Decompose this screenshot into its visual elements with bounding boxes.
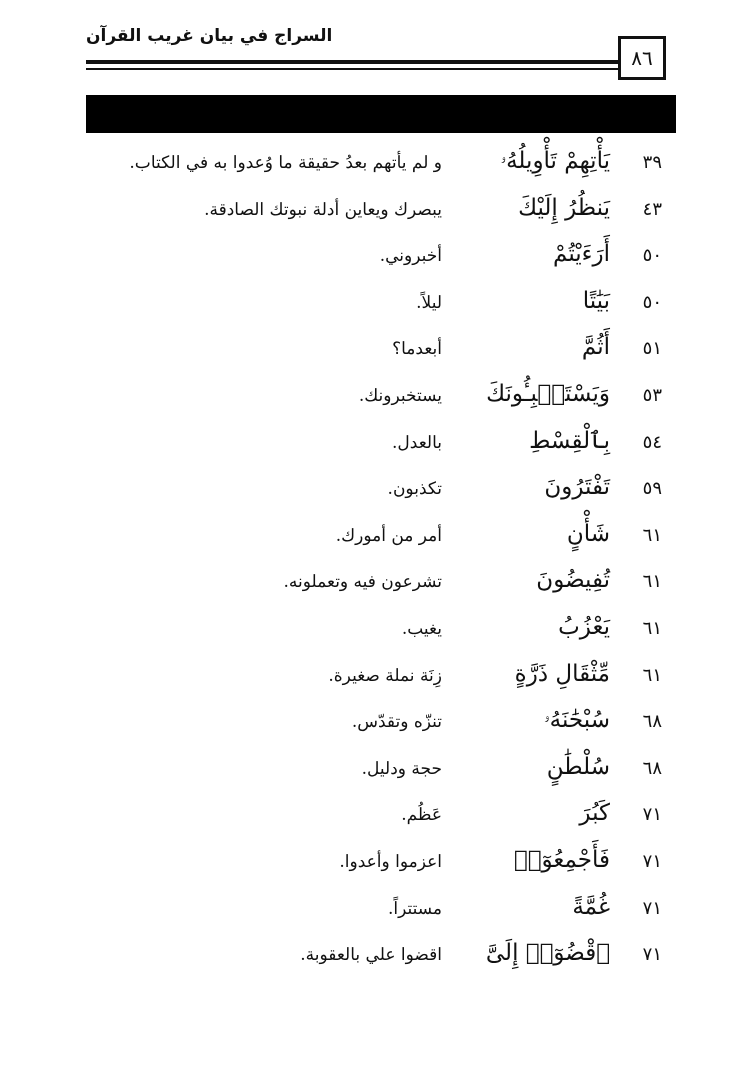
- glossary-entry: [0, 661, 755, 707]
- glossary-entry: [0, 334, 755, 380]
- glossary-entry: [0, 195, 755, 241]
- quran-word: سُلْطَٰنٍ: [546, 753, 610, 780]
- quran-word: مِّثْقَالِ ذَرَّةٍ: [514, 660, 610, 687]
- word-meaning: بالعدل.: [392, 432, 442, 453]
- quran-word: وَيَسْتَنۢبِـُٔونَكَ: [486, 381, 610, 407]
- quran-word: بَيَٰتًا: [582, 287, 610, 314]
- glossary-entry: [0, 800, 755, 846]
- quran-word: تَفْتَرُونَ: [544, 474, 610, 501]
- quran-word: شَأْنٍ: [566, 520, 610, 547]
- verse-number: ٧١: [642, 944, 662, 966]
- verse-number: ٥٠: [642, 291, 662, 313]
- quran-word: أَرَءَيْتُمْ: [553, 241, 610, 268]
- word-meaning: يغيب.: [401, 619, 442, 639]
- verse-number: ٦١: [642, 664, 662, 686]
- verse-number: ٦١: [642, 571, 662, 593]
- word-meaning: اقضوا علي بالعقوبة.: [300, 945, 442, 966]
- glossary-entry: [0, 474, 755, 520]
- verse-number: ٧١: [642, 897, 662, 919]
- word-meaning: أبعدما؟: [392, 339, 442, 360]
- verse-number: ٦٨: [642, 757, 662, 779]
- word-meaning: حجة ودليل.: [361, 758, 442, 779]
- header-bar: [86, 95, 676, 133]
- glossary-entry: [0, 847, 755, 893]
- quran-word: سُبْحَٰنَهُۥ: [543, 707, 610, 734]
- glossary-entry: [0, 288, 755, 334]
- verse-number: ٥٣: [642, 385, 662, 406]
- quran-word: غُمَّةً: [572, 893, 610, 920]
- quran-word: أَثُمَّ: [581, 334, 610, 361]
- verse-number: ٤٣: [642, 198, 662, 220]
- verse-number: ٧١: [642, 804, 662, 826]
- glossary-entry: [0, 754, 755, 800]
- quran-word: فَأَجْمِعُوٓا۟: [513, 847, 610, 873]
- book-title: السراج في بيان غريب القرآن: [86, 26, 333, 46]
- glossary-entry: [0, 381, 755, 427]
- word-meaning: يبصرك ويعاين أدلة نبوتك الصادقة.: [204, 199, 442, 220]
- word-meaning: تشرعون فيه وتعملونه.: [283, 572, 442, 593]
- word-meaning: عَظُم.: [401, 805, 442, 826]
- word-meaning: أمر من أمورك.: [335, 525, 442, 546]
- word-meaning: أخبروني.: [379, 246, 442, 267]
- quran-word: كَبُرَ: [579, 800, 610, 827]
- word-meaning: اعزموا وأعدوا.: [339, 852, 442, 872]
- quran-word: يَعْزُبُ: [558, 614, 610, 640]
- glossary-entry: [0, 567, 755, 613]
- verse-number: ٦١: [642, 618, 662, 639]
- header-rule-thin: [86, 68, 618, 70]
- verse-number: ٦٨: [642, 711, 662, 733]
- page-number: ٨٦: [618, 36, 666, 80]
- word-meaning: ليلاً.: [416, 292, 442, 313]
- verse-number: ٥١: [642, 338, 662, 360]
- word-meaning: زِنَة نملة صغيرة.: [328, 665, 442, 686]
- verse-number: ٧١: [642, 851, 662, 872]
- quran-word: يَنظُرُ إِلَيْكَ: [518, 194, 610, 221]
- quran-word: بِٱلْقِسْطِ: [529, 427, 610, 454]
- word-meaning: تنزّه وتقدّس.: [351, 712, 442, 733]
- glossary-entry: [0, 428, 755, 474]
- glossary-entry: [0, 614, 755, 660]
- word-meaning: و لم يأتهم بعدُ حقيقة ما وُعدوا به في الكتاب.: [129, 153, 442, 173]
- verse-number: ٥٩: [642, 478, 662, 500]
- quran-word: ٱقْضُوٓا۟ إِلَىَّ: [485, 940, 610, 967]
- glossary-entry: [0, 707, 755, 753]
- glossary-entry: [0, 148, 755, 194]
- glossary-entry: [0, 940, 755, 986]
- header-rule-thick: [86, 60, 618, 64]
- word-meaning: تكذبون.: [387, 479, 442, 500]
- glossary-entry: [0, 521, 755, 567]
- glossary-entry: [0, 894, 755, 940]
- verse-number: ٦١: [642, 524, 662, 546]
- quran-word: تُفِيضُونَ: [536, 567, 610, 594]
- glossary-entry: [0, 241, 755, 287]
- word-meaning: يستخبرونك.: [358, 386, 442, 406]
- word-meaning: مستتراً.: [387, 898, 442, 919]
- quran-word: يَأْتِهِمْ تَأْوِيلُهُۥ: [500, 148, 610, 174]
- verse-number: ٥٠: [642, 245, 662, 267]
- verse-number: ٣٩: [642, 152, 662, 173]
- verse-number: ٥٤: [642, 431, 662, 453]
